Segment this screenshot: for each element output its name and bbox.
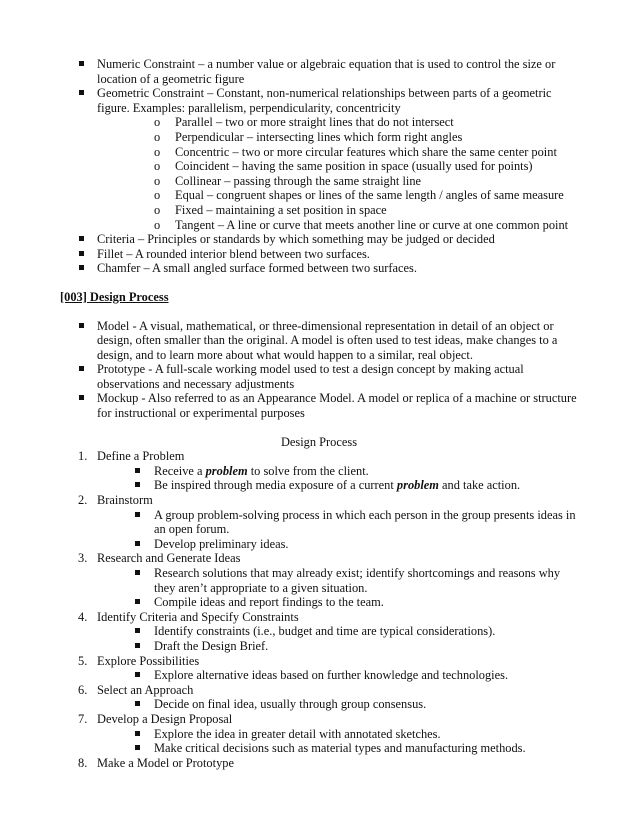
step-number: 5.	[78, 653, 88, 668]
step-subitem: Decide on final idea, usually through group consensus.	[97, 697, 578, 712]
list-item: Criteria – Principles or standards by which something may be judged or decided	[60, 232, 578, 247]
step-subitem: Make critical decisions such as material types and manufacturing methods.	[97, 741, 578, 756]
emphasis-problem: problem	[396, 478, 439, 493]
step-item	[60, 551, 578, 609]
sublist-item: o Parallel – two or more straight lines that do not intersect	[97, 115, 578, 130]
step-number: 4.	[78, 609, 88, 624]
step-item	[60, 683, 578, 712]
step-number: 6.	[78, 682, 88, 697]
step-subitem: A group problem-solving process in which each person in the group presents ideas in an open forum.	[97, 508, 578, 537]
step-subitem	[97, 464, 578, 479]
step-sublist	[97, 697, 578, 712]
list-item	[60, 57, 578, 86]
list-item: Model - A visual, mathematical, or three-dimensional representation in detail of an object or design, often smaller than the original. A model is often used to test ideas, make changes to a design, and to learn more about what would happen to a similar, real object.	[60, 319, 578, 363]
list-item-text: Numeric Constraint – a number value or algebraic equation that is used to control the size or location of a geometric figure	[97, 57, 556, 86]
step-subitem: Draft the Design Brief.	[97, 639, 578, 654]
step-item	[60, 654, 578, 683]
sublist-item: o Fixed – maintaining a set position in space	[97, 203, 578, 218]
step-title: Select an Approach	[97, 682, 194, 697]
list-item: Prototype - A full-scale working model used to test a design concept by making actual observations and necessary adjustments	[60, 362, 578, 391]
step-title: Identify Criteria and Specify Constraints	[97, 609, 299, 624]
step-subitem: Research solutions that may already exist; identify shortcomings and reasons why they aren’t appropriate to a given situation.	[97, 566, 578, 595]
step-title: Define a Problem	[97, 449, 185, 464]
constraints-list	[60, 57, 578, 276]
step-item	[60, 610, 578, 654]
sublist-item: o Concentric – two or more circular features which share the same center point	[97, 145, 578, 160]
section-title: [003] Design Process	[60, 289, 169, 304]
step-number: 3.	[78, 551, 88, 566]
list-item	[60, 86, 578, 232]
sublist-item: o Perpendicular – intersecting lines which form right angles	[97, 130, 578, 145]
step-subitem: Identify constraints (i.e., budget and time are typical considerations).	[97, 624, 578, 639]
step-subitem: Explore alternative ideas based on further knowledge and technologies.	[97, 668, 578, 683]
step-subitem: Explore the idea in greater detail with annotated sketches.	[97, 727, 578, 742]
step-number: 8.	[78, 755, 88, 770]
list-item-text: Geometric Constraint – Constant, non-numerical relationships between parts of a geometric figure. Examples: parallelism, perpendicularity, concentricity	[97, 86, 552, 115]
step-title: Make a Model or Prototype	[97, 755, 234, 770]
step-sublist	[97, 624, 578, 653]
step-sublist	[97, 668, 578, 683]
text-part: Receive a	[154, 463, 206, 478]
step-sublist	[97, 727, 578, 756]
list-item: Mockup - Also referred to as an Appearance Model. A model or replica of a machine or structure for instructional or experimental purposes	[60, 391, 578, 420]
step-sublist	[97, 464, 578, 493]
step-item	[60, 449, 578, 493]
step-subitem	[97, 478, 578, 493]
process-title: Design Process	[280, 434, 358, 449]
sublist-item: o Equal – congruent shapes or lines of the same length / angles of same measure	[97, 188, 578, 203]
step-number: 1.	[78, 449, 88, 464]
step-title: Explore Possibilities	[97, 653, 200, 668]
step-title: Research and Generate Ideas	[97, 551, 241, 566]
sublist-item: o Collinear – passing through the same straight line	[97, 174, 578, 189]
step-title: Develop a Design Proposal	[97, 711, 233, 726]
step-sublist	[97, 508, 578, 552]
sublist-item: o Coincident – having the same position in space (usually used for points)	[97, 159, 578, 174]
design-process-steps	[60, 449, 578, 770]
step-title: Brainstorm	[97, 493, 153, 508]
step-sublist	[97, 566, 578, 610]
step-item	[60, 712, 578, 756]
sublist-item: o Tangent – A line or curve that meets another line or curve at one common point	[97, 218, 578, 233]
list-item: Chamfer – A small angled surface formed between two surfaces.	[60, 261, 578, 276]
list-item: Fillet – A rounded interior blend between two surfaces.	[60, 247, 578, 262]
design-process-definitions	[60, 319, 578, 421]
geometric-constraint-sublist	[97, 115, 578, 232]
emphasis-problem: problem	[205, 463, 248, 478]
step-number: 7.	[78, 711, 88, 726]
step-item	[60, 493, 578, 551]
text-part: Be inspired through media exposure of a current	[154, 478, 397, 493]
step-subitem: Compile ideas and report findings to the team.	[97, 595, 578, 610]
text-part: to solve from the client.	[247, 463, 369, 478]
step-subitem: Develop preliminary ideas.	[97, 537, 578, 552]
text-part: and take action.	[438, 478, 521, 493]
step-item	[60, 756, 578, 771]
step-number: 2.	[78, 493, 88, 508]
